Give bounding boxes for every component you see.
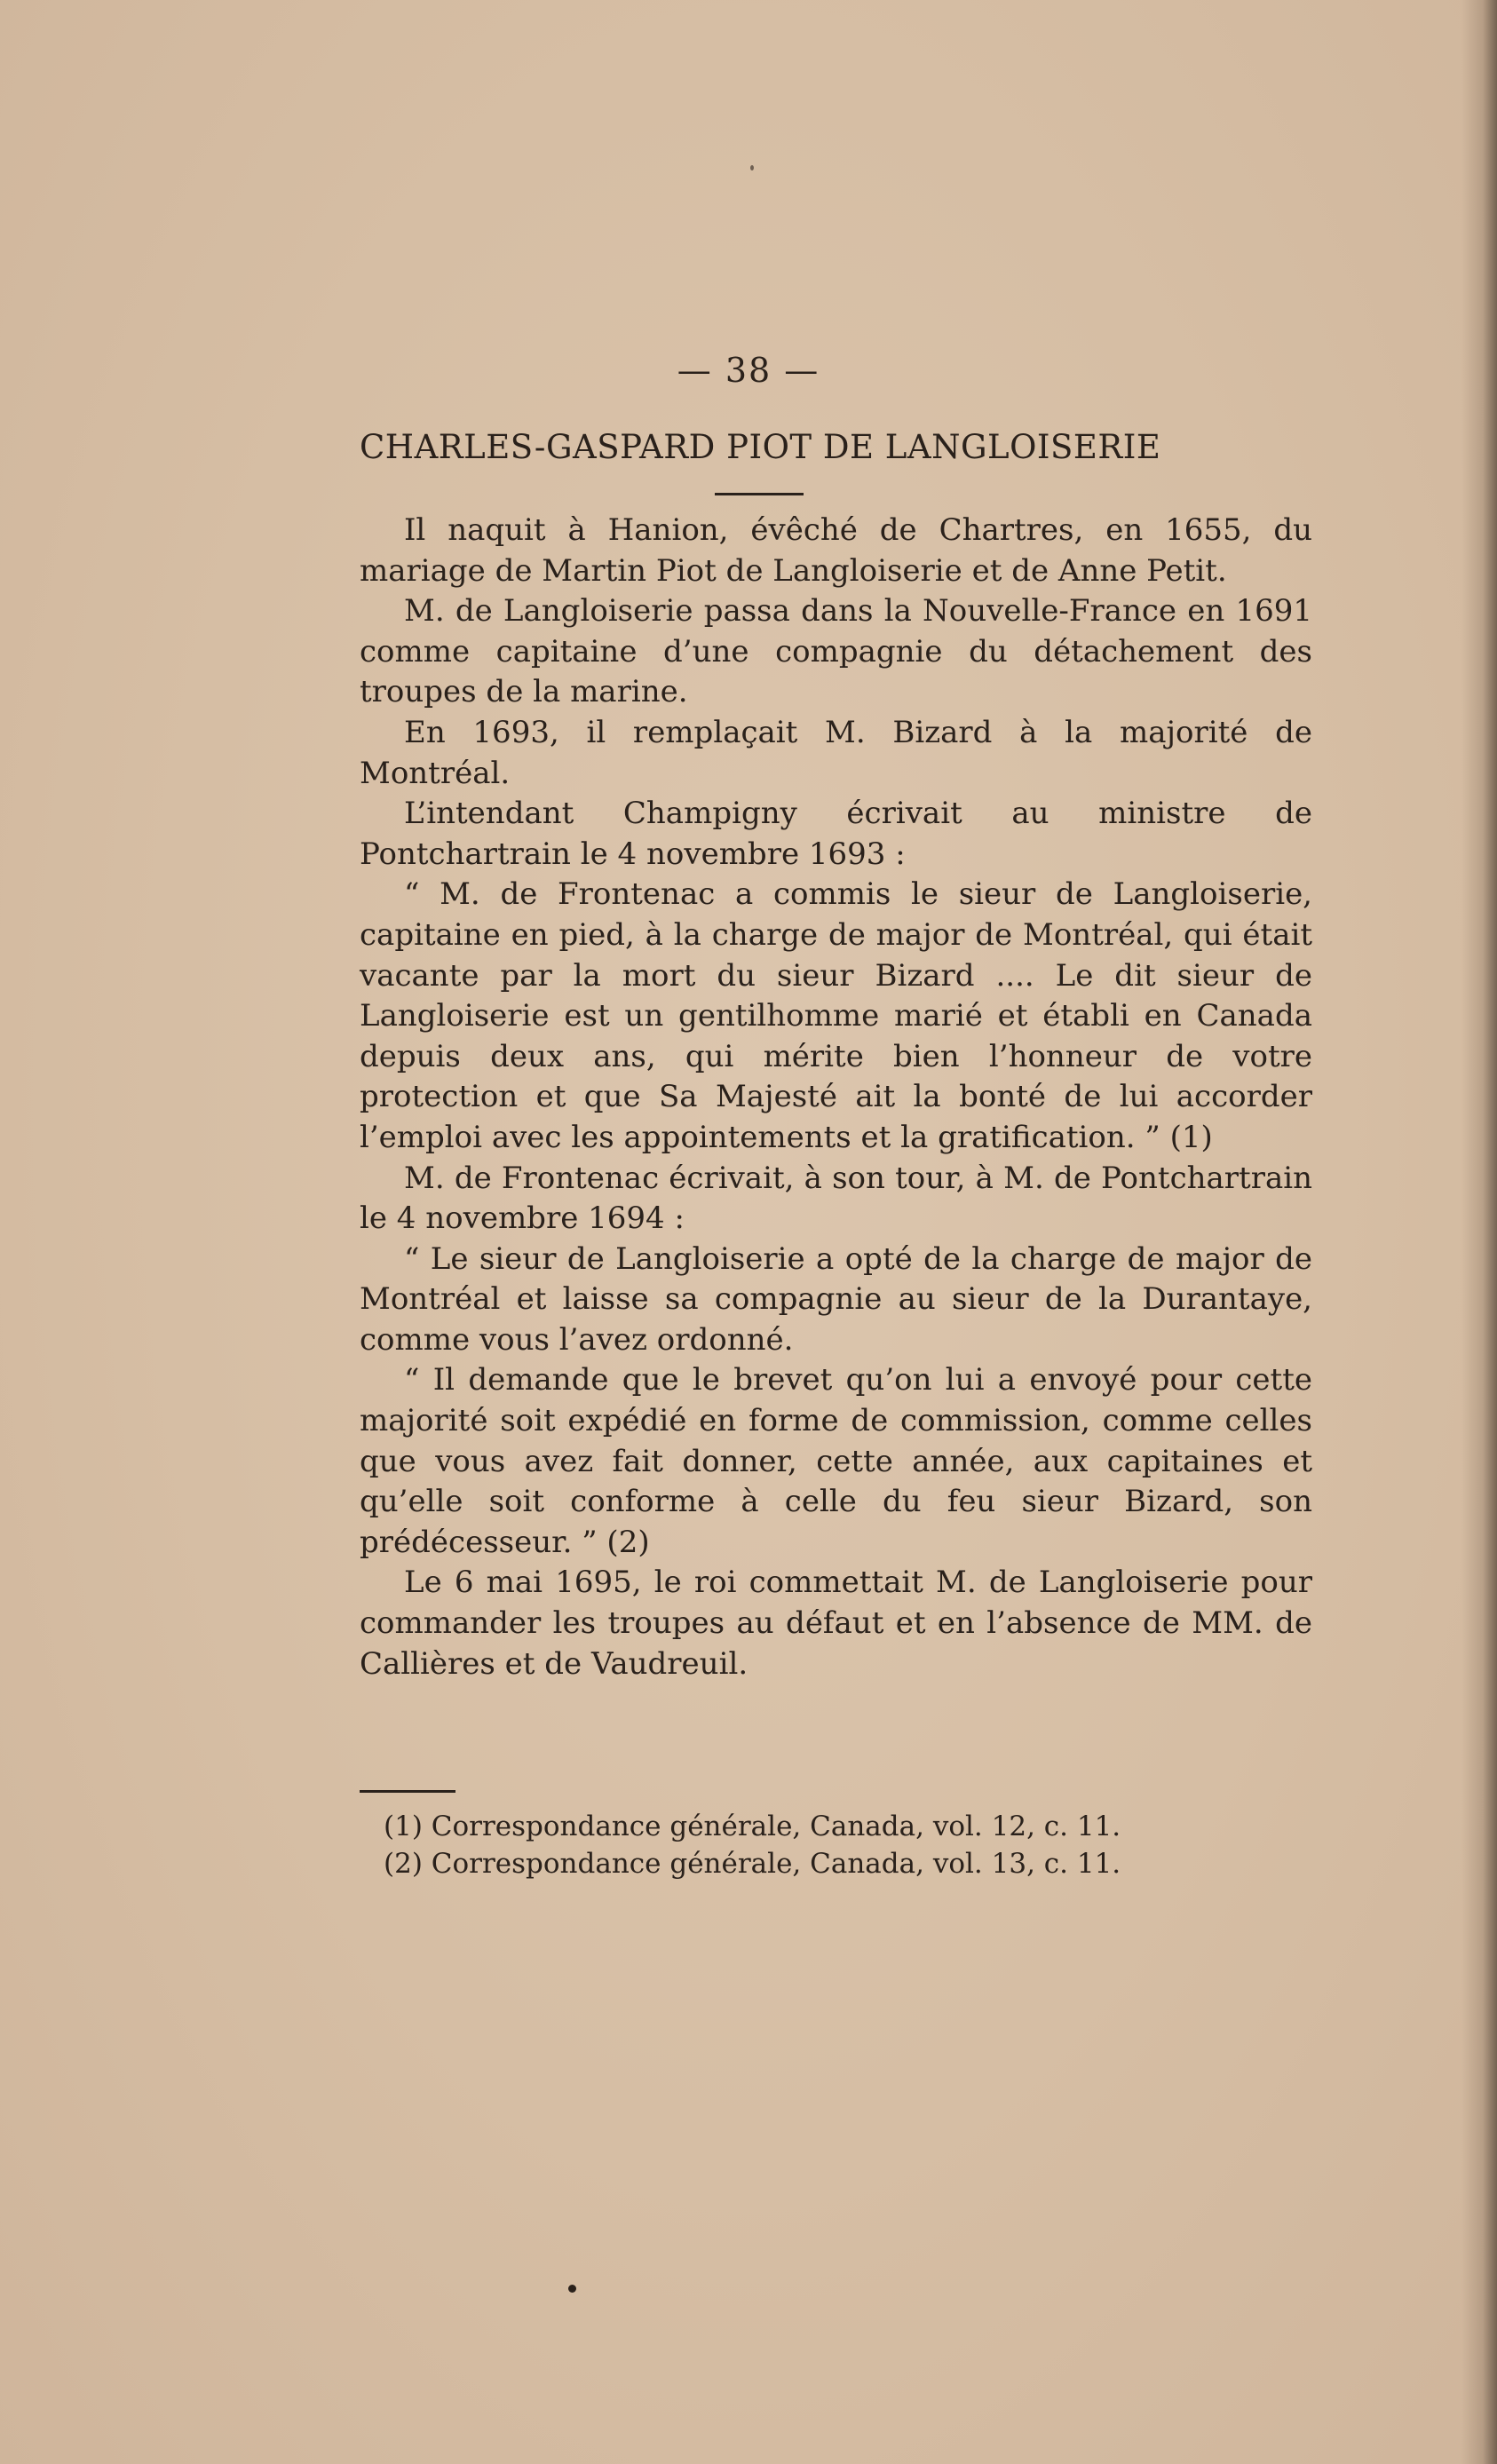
ink-speck: [750, 165, 754, 170]
footnotes: [384, 1808, 1316, 1882]
paragraph: Il naquit à Hanion, évêché de Chartres, en 1655, du mariage de Martin Piot de Langloiserie et de Anne Petit.: [360, 512, 1312, 589]
ink-speck: [568, 2285, 576, 2293]
page-number: — 38 —: [677, 351, 820, 390]
footnote-2: (2) Correspondance générale, Canada, vol. 13, c. 11.: [384, 1848, 1121, 1880]
body-text: [360, 511, 1312, 1684]
title-rule: [715, 493, 804, 495]
footnote-1: (1) Correspondance générale, Canada, vol. 12, c. 11.: [384, 1810, 1121, 1842]
quoted-paragraph: “ M. de Frontenac a commis le sieur de Langloiserie, capitaine en pied, à la charge de major de Montréal, qui était vacante par la mort du sieur Bizard .... Le dit sieur de Langloiserie est un gentilhomme marié et établi en Canada depuis deux ans, qui mérite bien l’honneur de votre protection et que Sa Majesté ait la bonté de lui accorder l’emploi avec les appointements et la gratification. ” (1): [360, 876, 1312, 1155]
chapter-title: CHARLES-GASPARD PIOT DE LANGLOISERIE: [360, 428, 1161, 466]
paragraph: M. de Langloiserie passa dans la Nouvelle-France en 1691 comme capitaine d’une compagnie du détachement des troupes de la marine.: [360, 593, 1312, 710]
paragraph: L’intendant Champigny écrivait au ministre de Pontchartrain le 4 novembre 1693 :: [360, 796, 1312, 872]
quoted-paragraph: “ Le sieur de Langloiserie a opté de la charge de major de Montréal et laisse sa compagnie au sieur de la Durantaye, comme vous l’avez ordonné.: [360, 1240, 1312, 1358]
paragraph: M. de Frontenac écrivait, à son tour, à M. de Pontchartrain le 4 novembre 1694 :: [360, 1160, 1312, 1237]
quoted-paragraph: “ Il demande que le brevet qu’on lui a envoyé pour cette majorité soit expédié en forme de commission, comme celles que vous avez fait donner, cette année, aux capitaines et qu’elle soit conforme à celle du feu sieur Bizard, son prédécesseur. ” (2): [360, 1362, 1312, 1560]
paragraph: Le 6 mai 1695, le roi commettait M. de Langloiserie pour commander les troupes au défaut et en l’absence de MM. de Callières et de Vaudreuil.: [360, 1565, 1312, 1682]
footnote-rule: [360, 1790, 455, 1793]
paragraph: En 1693, il remplaçait M. Bizard à la majorité de Montréal.: [360, 714, 1312, 791]
